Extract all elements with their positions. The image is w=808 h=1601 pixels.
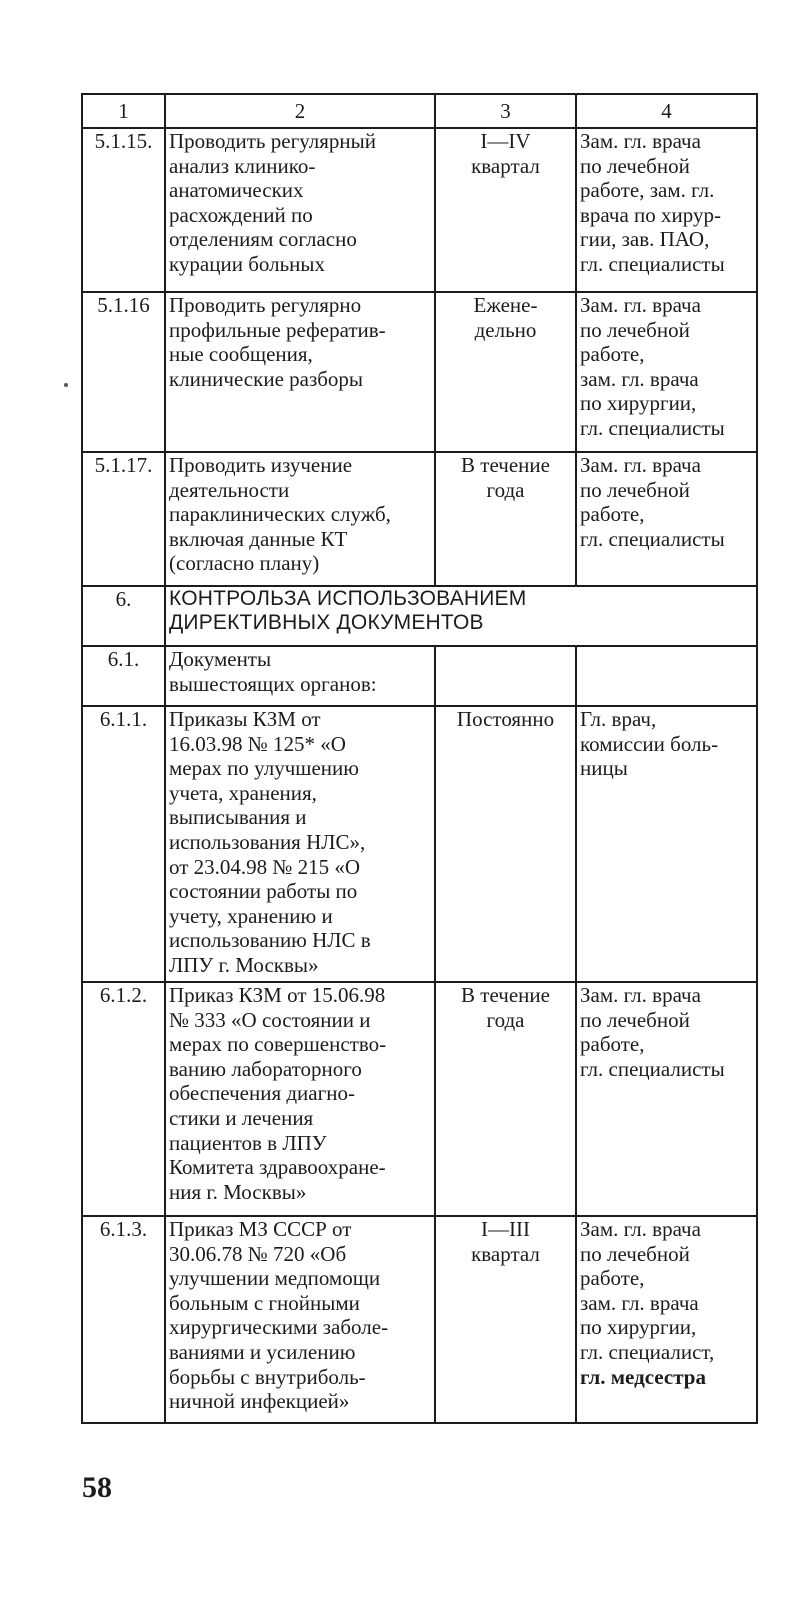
responsible-line: ницы [580, 756, 628, 781]
responsible-line: гии, зав. ПАО, [580, 227, 710, 252]
task-line: хирургическими заболе- [169, 1315, 389, 1340]
task-description [165, 646, 435, 706]
table-row [82, 128, 757, 292]
task-line: Приказы КЗМ от [169, 707, 321, 731]
table-row [82, 646, 757, 706]
deadline-line: I—IV [480, 129, 531, 153]
item-number: 5.1.16 [82, 292, 165, 452]
task-line: Комитета здравоохране- [169, 1155, 386, 1180]
task-line: мерах по улучшению [169, 756, 359, 781]
task-description [165, 292, 435, 452]
column-header-4: 4 [576, 94, 757, 128]
task-line: деятельности [169, 477, 290, 502]
responsible-line: работе, [580, 1032, 645, 1057]
item-number: 6.1.2. [82, 982, 165, 1216]
table-row [82, 292, 757, 452]
column-header-2: 2 [165, 94, 435, 128]
item-number: 5.1.17. [82, 452, 165, 586]
responsible-line: Зам. гл. врача [580, 983, 701, 1007]
responsible [576, 706, 757, 982]
column-header-3: 3 [435, 94, 576, 128]
task-line: ния г. Москвы» [169, 1179, 307, 1204]
deadline-line: квартал [471, 153, 540, 178]
item-number: 6.1.1. [82, 706, 165, 982]
task-line: ванию лабораторного [169, 1056, 362, 1081]
deadline-line: квартал [471, 1241, 540, 1266]
item-number: 6.1.3. [82, 1216, 165, 1423]
deadline [435, 128, 576, 292]
responsible-line: зам. гл. врача [580, 1290, 699, 1315]
responsible [576, 128, 757, 292]
responsible [576, 646, 757, 706]
task-line: Проводить регулярный [169, 129, 376, 153]
deadline [435, 646, 576, 706]
task-line: расхождений по [169, 202, 313, 227]
responsible-line: гл. специалисты [580, 251, 725, 276]
task-line: использованию НЛС в [169, 928, 371, 953]
section-title-line: ДИРЕКТИВНЫХ ДОКУМЕНТОВ [169, 611, 484, 634]
task-line: пациентов в ЛПУ [169, 1130, 327, 1155]
task-line: ничной инфекцией» [169, 1389, 350, 1414]
task-line: ваниями и усилению [169, 1339, 356, 1364]
task-line: стики и лечения [169, 1105, 314, 1130]
table-row [82, 1216, 757, 1423]
task-line: обеспечения диагно- [169, 1081, 355, 1106]
table-header-row [82, 94, 757, 128]
task-line: курации больных [169, 251, 326, 276]
responsible-line: по хирургии, [580, 391, 697, 416]
responsible-line: гл. специалисты [580, 526, 725, 551]
responsible-line: работе, [580, 342, 645, 367]
task-line: 16.03.98 № 125* «О [169, 731, 346, 756]
table-row [82, 452, 757, 586]
task-line: ЛПУ г. Москвы» [169, 952, 319, 977]
responsible-line: по лечебной [580, 153, 690, 178]
page-number: 58 [82, 1471, 112, 1504]
margin-speck [64, 383, 68, 387]
task-line: включая данные КТ [169, 526, 348, 551]
task-line: от 23.04.98 № 215 «О [169, 854, 361, 879]
responsible-line: по лечебной [580, 1241, 690, 1266]
column-header-1: 1 [82, 94, 165, 128]
task-line: № 333 «О состоянии и [169, 1007, 371, 1032]
responsible-line: Зам. гл. врача [580, 453, 701, 477]
task-description [165, 982, 435, 1216]
task-line: использования НЛС», [169, 829, 366, 854]
deadline-line: В течение [461, 983, 550, 1007]
deadline-line: года [486, 1007, 525, 1032]
responsible-line: гл. специалист, [580, 1339, 715, 1364]
deadline-line: Постоянно [456, 707, 555, 731]
task-line: выписывания и [169, 805, 307, 830]
table-row [82, 706, 757, 982]
responsible-line: работе, [580, 502, 645, 527]
responsible-line: гл. специалисты [580, 1056, 725, 1081]
deadline-line: Еженe- [473, 293, 538, 317]
task-line: анализ клинико- [169, 153, 316, 178]
section-title [165, 586, 757, 646]
plan-table [81, 93, 758, 1424]
responsible-line: по лечебной [580, 477, 690, 502]
item-number: 6.1. [82, 646, 165, 706]
task-description [165, 128, 435, 292]
responsible-line: по лечебной [580, 1007, 690, 1032]
deadline-line: дельно [474, 317, 537, 342]
task-line: Проводить регулярно [169, 293, 362, 317]
responsible-line: по хирургии, [580, 1315, 697, 1340]
responsible [576, 452, 757, 586]
responsible-line: комиссии боль- [580, 731, 719, 756]
deadline [435, 452, 576, 586]
responsible-line: по лечебной [580, 317, 690, 342]
task-line: Приказ КЗМ от 15.06.98 [169, 983, 386, 1007]
task-line: учета, хранения, [169, 780, 317, 805]
task-line: больным с гнойными [169, 1290, 360, 1315]
task-line: параклинических служб, [169, 502, 391, 527]
task-line: учету, хранению и [169, 903, 333, 928]
item-number: 5.1.15. [82, 128, 165, 292]
task-line: борьбы с внутриболь- [169, 1364, 366, 1389]
task-line: клинические разборы [169, 366, 364, 391]
deadline [435, 982, 576, 1216]
section-row [82, 586, 757, 646]
task-line: отделениям согласно [169, 227, 357, 252]
responsible-line: работе, зам. гл. [580, 178, 715, 203]
deadline-line: В течение [461, 453, 550, 477]
deadline-line: I—III [481, 1217, 530, 1241]
responsible [576, 292, 757, 452]
task-description [165, 706, 435, 982]
task-line: Документы [169, 647, 272, 671]
section-title-line: КОНТРОЛЬЗА ИСПОЛЬЗОВАНИЕМ [169, 587, 527, 610]
deadline-line: года [486, 477, 525, 502]
task-line: ные сообщения, [169, 342, 313, 367]
task-description [165, 1216, 435, 1423]
responsible-line: зам. гл. врача [580, 366, 699, 391]
responsible-line: Зам. гл. врача [580, 1217, 701, 1241]
responsible-line: Гл. врач, [580, 707, 657, 731]
task-line: Проводить изучение [169, 453, 353, 477]
task-line: вышестоящих органов: [169, 671, 377, 696]
deadline [435, 706, 576, 982]
deadline [435, 292, 576, 452]
deadline [435, 1216, 576, 1423]
task-line: 30.06.78 № 720 «Об [169, 1241, 347, 1266]
task-line: анатомических [169, 178, 304, 203]
responsible-line-bold: гл. медсестра [580, 1364, 706, 1389]
responsible [576, 1216, 757, 1423]
task-line: (согласно плану) [169, 551, 320, 576]
responsible-line: Зам. гл. врача [580, 293, 701, 317]
task-line: мерах по совершенство- [169, 1032, 387, 1057]
responsible-line: Зам. гл. врача [580, 129, 701, 153]
task-line: Приказ МЗ СССР от [169, 1217, 352, 1241]
responsible-line: гл. специалисты [580, 415, 725, 440]
task-line: профильные рефератив- [169, 317, 386, 342]
task-line: улучшении медпомощи [169, 1266, 381, 1291]
table-row [82, 982, 757, 1216]
task-description [165, 452, 435, 586]
task-line: состоянии работы по [169, 879, 358, 904]
responsible [576, 982, 757, 1216]
responsible-line: врача по хирур- [580, 202, 721, 227]
section-number: 6. [82, 586, 165, 646]
responsible-line: работе, [580, 1266, 645, 1291]
